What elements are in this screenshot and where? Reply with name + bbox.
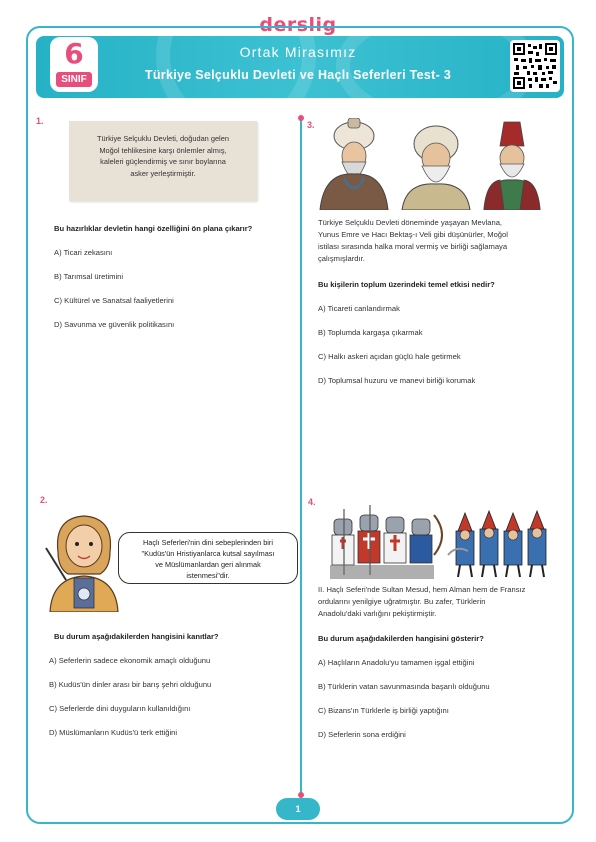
question-4-stem [318,584,525,620]
page-subtitle: Türkiye Selçuklu Devleti ve Haçlı Seferleri Test- 3 [144,68,452,82]
mevlana-portrait-icon [320,118,388,210]
armies-illustration [330,505,556,581]
question-2-stem-line: istenmesi"dir. [186,571,230,580]
page-number: 1 [276,798,320,820]
question-4-option-b[interactable]: B) Türklerin vatan savunmasında başarılı olduğunu [318,682,490,691]
question-1-note [69,121,257,201]
question-2-option-b[interactable]: B) Kudüs'ün dinler arası bir barış şehri olduğunu [49,680,212,689]
question-3-option-b[interactable]: B) Toplumda kargaşa çıkarmak [318,328,423,337]
question-3-prompt: Bu kişilerin toplum üzerindeki temel etkisi nedir? [318,280,495,289]
page-title: Ortak Mirasımız [239,44,357,60]
question-1-stem-line: Moğol tehlikesine karşı önlemler almış, [99,145,227,155]
question-4-option-a[interactable]: A) Haçlıların Anadolu'yu tamamen işgal ettiğini [318,658,475,667]
grade-label: SINIF [56,72,92,87]
question-3-number: 3. [307,120,315,130]
question-4-option-d[interactable]: D) Seferlerin sona erdiğini [318,730,406,739]
question-3-option-d[interactable]: D) Toplumsal huzuru ve manevi birliği korumak [318,376,476,385]
question-4-prompt: Bu durum aşağıdakilerden hangisini gösterir? [318,634,484,643]
question-2-stem-line: ve Müslümanlardan geri alınmak [155,560,261,569]
question-4-option-c[interactable]: C) Bizans'ın Türklerle iş birliği yaptığını [318,706,449,715]
question-2-option-a[interactable]: A) Seferlerin sadece ekonomik amaçlı olduğunu [49,656,211,665]
question-2-option-c[interactable]: C) Seferlerde dini duyguların kullanıldığını [49,704,191,713]
question-3-option-a[interactable]: A) Ticareti canlandırmak [318,304,400,313]
question-1-stem-line: Türkiye Selçuklu Devleti, doğudan gelen [97,134,229,143]
question-3-stem-line: Yunus Emre ve Hacı Bektaş-ı Veli gibi düşünürler, Moğol [318,230,508,239]
haci-bektas-portrait-icon [484,122,540,210]
question-1-option-c[interactable]: C) Kültürel ve Sanatsal faaliyetlerini [54,296,174,305]
question-3-stem [318,217,508,265]
crusader-knights-icon [330,505,442,579]
grade-number: 6 [64,37,84,70]
column-divider [300,118,302,795]
question-2-stem-line: Haçlı Seferleri'nin dini sebeplerinden biri [143,538,273,547]
question-3-stem-line: Türkiye Selçuklu Devleti döneminde yaşayan Mevlana, [318,218,503,227]
brand-logo: derslig [259,14,337,36]
question-4-stem-line: II. Haçlı Seferi'nde Sultan Mesud, hem Alman hem de Fransız [318,585,526,594]
question-1-option-d[interactable]: D) Savunma ve güvenlik politikasını [54,320,175,329]
question-4-number: 4. [308,497,316,507]
question-1-stem-line: kaleleri güçlendirmiş ve sınır boylarına [100,157,226,166]
question-3-stem-line: çalışmışlardır. [318,254,365,263]
divider-dot-top [298,115,304,121]
question-4-stem-line: Anadolu'daki varlığını pekiştirmiştir. [318,609,437,618]
question-2-number: 2. [40,495,48,505]
question-2-option-d[interactable]: D) Müslümanların Kudüs'ü terk ettiğini [49,728,178,737]
question-3-option-c[interactable]: C) Halkı askeri açıdan güçlü hale getirmek [318,352,461,361]
question-3-stem-line: istilası sırasında halka moral vermiş ve birliği sağlamaya [318,242,508,251]
yunus-emre-portrait-icon [402,126,470,210]
question-1-prompt: Bu hazırlıklar devletin hangi özelliğini ön plana çıkarır? [54,224,253,233]
question-1-number: 1. [36,116,44,126]
qr-code-icon [510,40,560,92]
thinkers-illustration [314,118,558,210]
question-4-stem-line: ordularını yenilgiye uğratmıştır. Bu zafer, Türklerin [318,597,486,606]
seljuk-soldiers-icon [448,511,546,577]
question-2-speech-bubble [118,532,298,584]
question-2-stem-line: "Kudüs'ün Hristiyanlarca kutsal sayılması [141,549,275,558]
question-1-stem-line: asker yerleştirmiştir. [130,168,196,178]
teacher-avatar-icon [46,516,118,612]
question-1-option-a[interactable]: A) Ticari zekasını [54,248,113,257]
question-2-prompt: Bu durum aşağıdakilerden hangisini kanıtlar? [54,632,219,641]
teacher-illustration [44,508,124,612]
question-1-option-b[interactable]: B) Tarımsal üretimini [54,272,124,281]
